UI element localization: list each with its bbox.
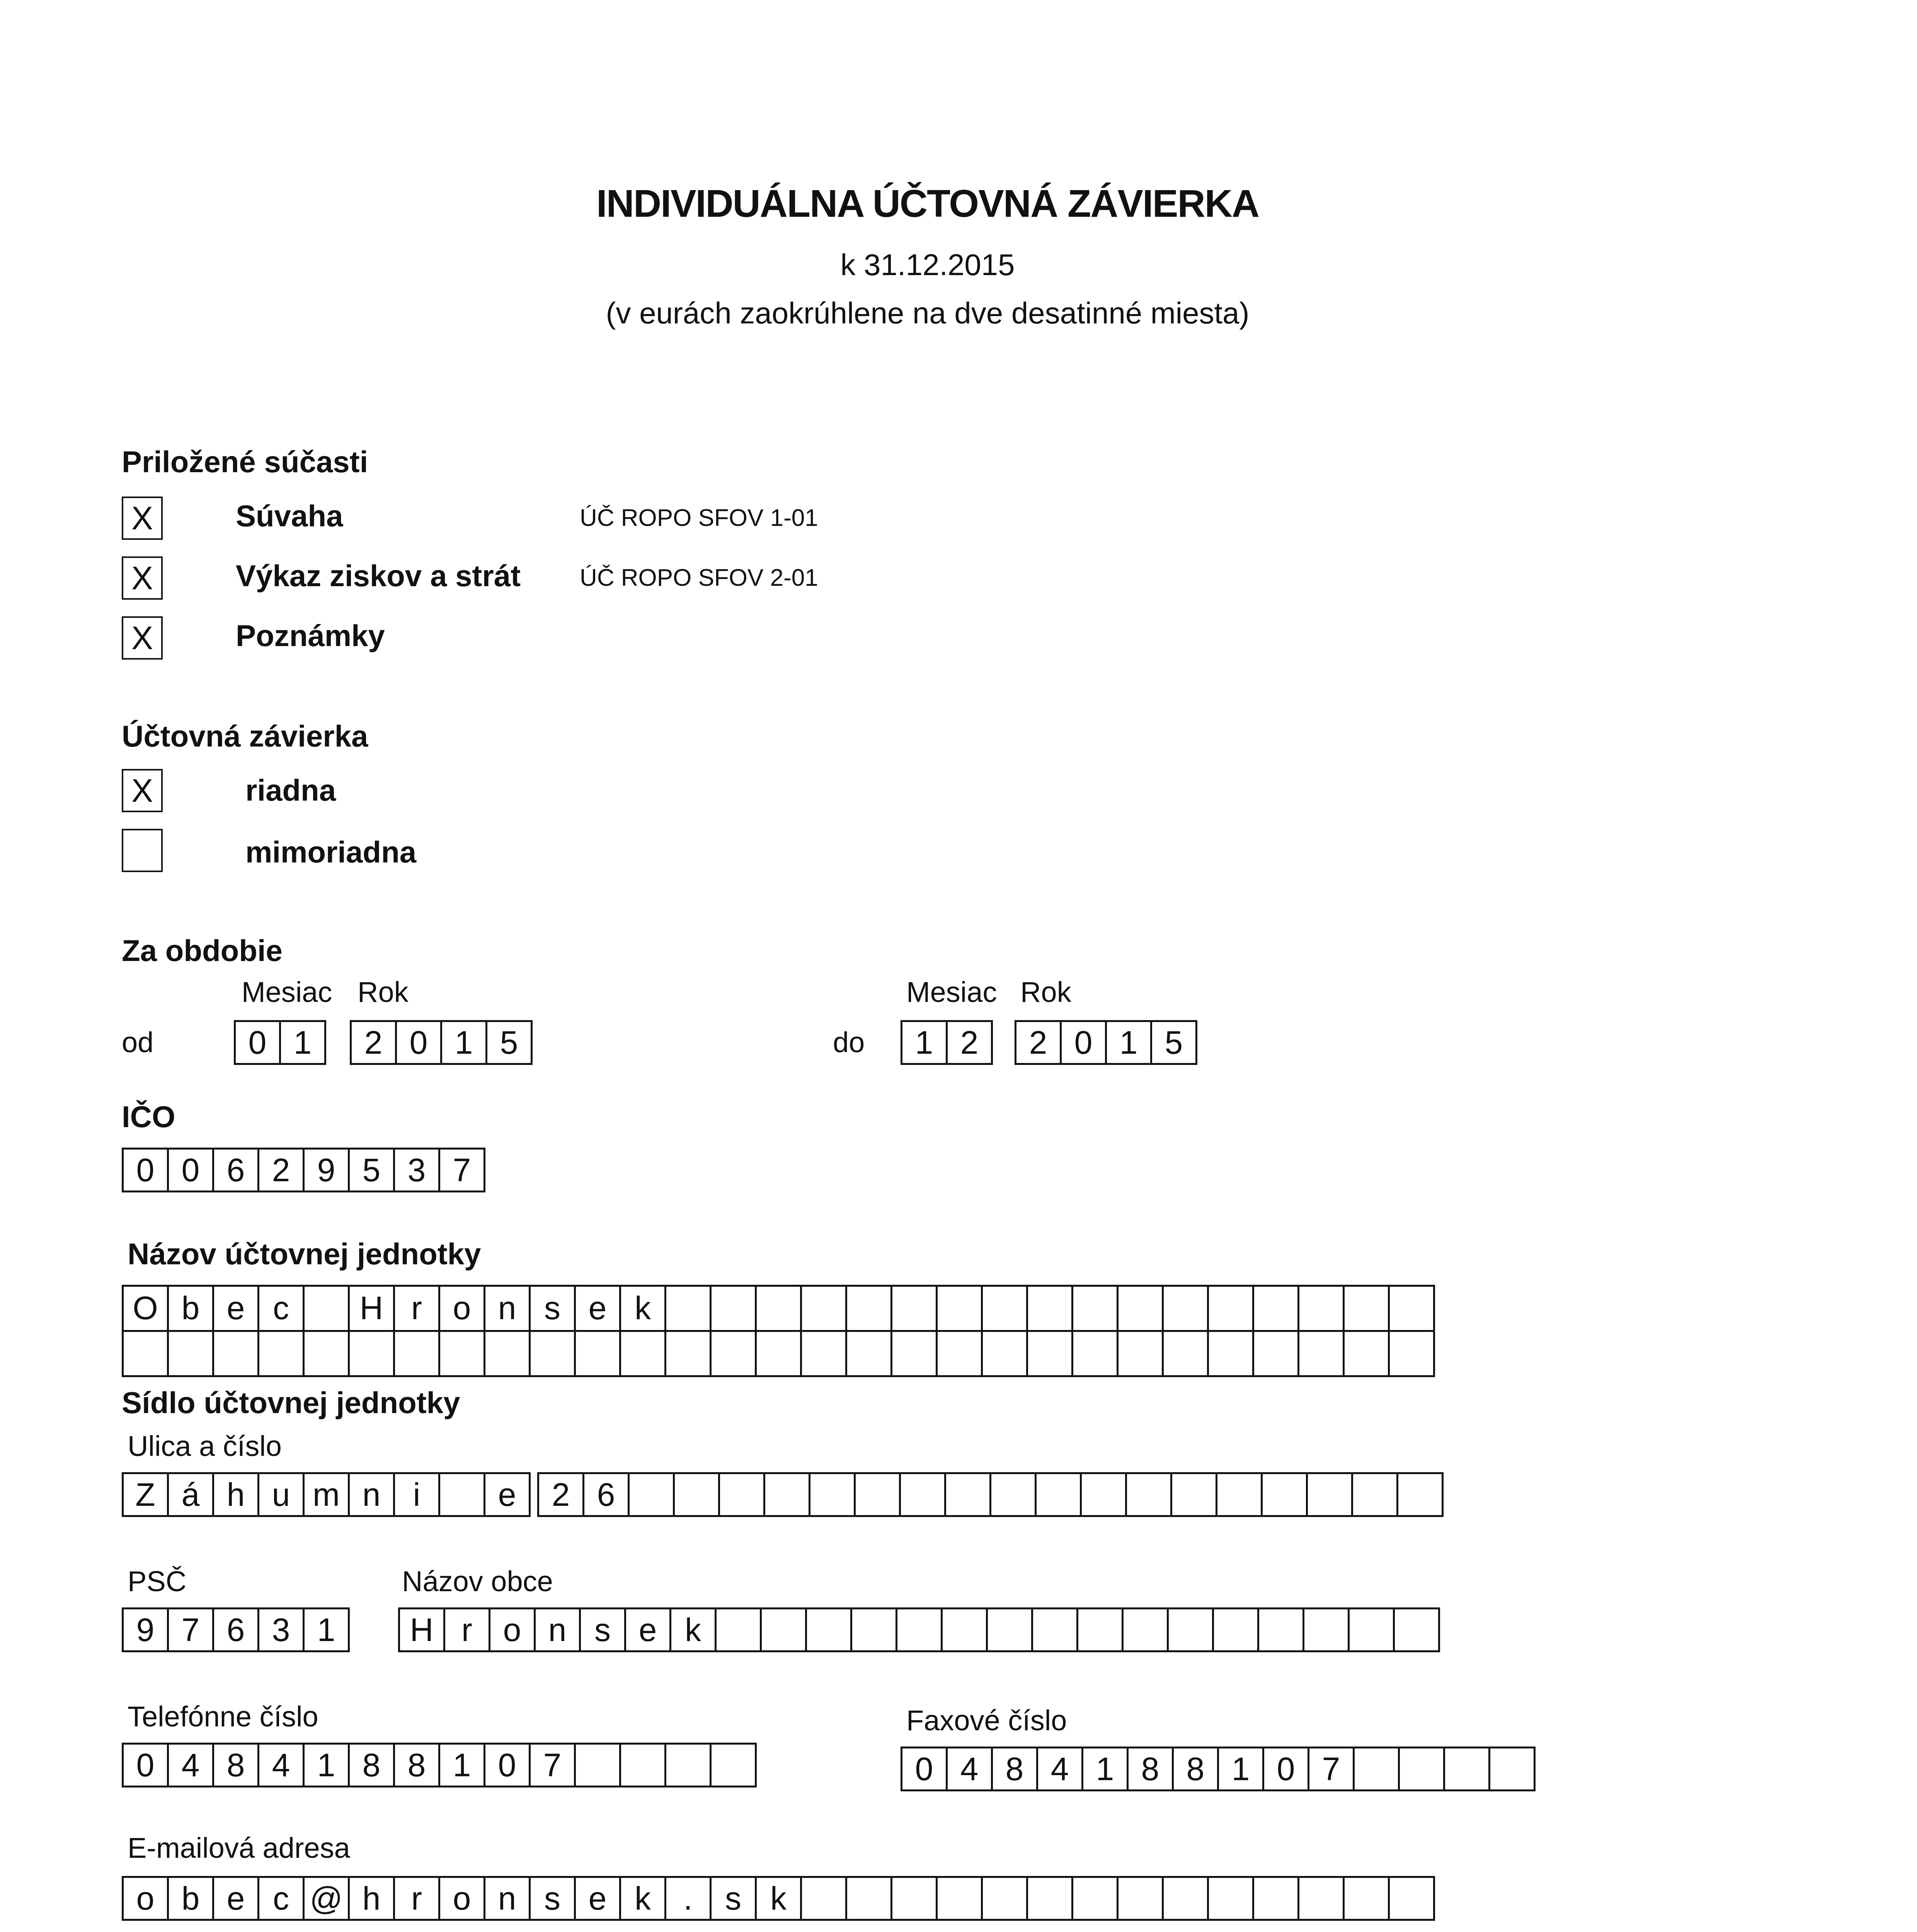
- period-heading: Za obdobie: [122, 934, 283, 968]
- char-box: [1033, 1607, 1078, 1652]
- char-box: [214, 1332, 259, 1377]
- char-box: [1390, 1332, 1435, 1377]
- period-to-month[interactable]: [901, 1020, 993, 1065]
- char-box: [901, 1472, 946, 1517]
- char-box: [1127, 1472, 1172, 1517]
- digit-box: 0: [124, 1148, 169, 1192]
- char-box: [350, 1332, 395, 1377]
- char-box: [983, 1332, 1028, 1377]
- char-box: i: [395, 1472, 440, 1517]
- char-box: [1082, 1472, 1127, 1517]
- digit-box: 5: [487, 1020, 533, 1065]
- digit-box: 1: [442, 1020, 487, 1065]
- char-box: [720, 1472, 765, 1517]
- char-box: [946, 1472, 991, 1517]
- attachments-heading: Priložené súčasti: [122, 445, 368, 479]
- char-box: r: [445, 1607, 490, 1652]
- char-box: s: [712, 1876, 757, 1921]
- digit-box: [621, 1743, 666, 1787]
- period-to-year-label: Rok: [1020, 976, 1071, 1008]
- char-box: s: [531, 1287, 576, 1332]
- char-box: [802, 1876, 847, 1921]
- char-box: [1345, 1876, 1390, 1921]
- fax-label: Faxové číslo: [906, 1704, 1067, 1736]
- char-box: [621, 1332, 666, 1377]
- char-box: Z: [124, 1472, 169, 1517]
- char-box: e: [626, 1607, 671, 1652]
- char-box: [1028, 1287, 1073, 1332]
- char-box: [847, 1287, 892, 1332]
- char-box: c: [259, 1876, 305, 1921]
- digit-box: 0: [397, 1020, 442, 1065]
- digit-box: 0: [169, 1148, 214, 1192]
- period-to-month-label: Mesiac: [906, 976, 997, 1008]
- digit-box: 0: [1264, 1747, 1309, 1791]
- period-from-year[interactable]: [350, 1020, 533, 1065]
- char-box: e: [576, 1287, 621, 1332]
- digit-box: 0: [902, 1747, 948, 1791]
- psc-label: PSČ: [128, 1565, 187, 1597]
- char-box: [1254, 1287, 1299, 1332]
- char-box: e: [214, 1287, 259, 1332]
- char-box: [1209, 1876, 1254, 1921]
- phone-label: Telefónne číslo: [128, 1701, 318, 1733]
- char-box: [1119, 1332, 1164, 1377]
- char-box: [1073, 1287, 1119, 1332]
- digit-box: 7: [169, 1607, 214, 1652]
- char-box: [1304, 1607, 1350, 1652]
- char-box: m: [305, 1472, 350, 1517]
- char-box: [765, 1472, 810, 1517]
- period-to-label: do: [833, 1026, 865, 1058]
- period-from-year-label: Rok: [358, 976, 409, 1008]
- char-box: [1164, 1287, 1209, 1332]
- digit-box: 4: [948, 1747, 993, 1791]
- digit-box: 6: [214, 1607, 259, 1652]
- char-box: [847, 1876, 892, 1921]
- char-box: [1308, 1472, 1353, 1517]
- street-label: Ulica a číslo: [128, 1430, 282, 1462]
- char-box: [1028, 1876, 1073, 1921]
- digit-box: 5: [350, 1148, 395, 1192]
- email-field[interactable]: [122, 1876, 1435, 1921]
- char-box: [717, 1607, 762, 1652]
- digit-box: 0: [236, 1020, 281, 1065]
- attachment-label-vykaz: Výkaz ziskov a strát: [236, 559, 521, 593]
- char-box: [991, 1472, 1037, 1517]
- ico-field[interactable]: [122, 1148, 485, 1192]
- digit-box: 1: [305, 1743, 350, 1787]
- char-box: n: [350, 1472, 395, 1517]
- char-box: [630, 1472, 675, 1517]
- document-title: INDIVIDUÁLNA ÚČTOVNÁ ZÁVIERKA: [596, 182, 1259, 225]
- char-box: e: [485, 1472, 531, 1517]
- statement-type-label-mimoriadna: mimoriadna: [245, 835, 417, 869]
- digit-box: 0: [1062, 1020, 1107, 1065]
- char-box: [1390, 1287, 1435, 1332]
- fax-field[interactable]: [901, 1747, 1536, 1791]
- char-box: [440, 1472, 485, 1517]
- digit-box: 9: [305, 1148, 350, 1192]
- period-to-year[interactable]: [1015, 1020, 1197, 1065]
- char-box: [983, 1876, 1028, 1921]
- char-box: k: [621, 1287, 666, 1332]
- char-box: h: [214, 1472, 259, 1517]
- char-box: [1214, 1607, 1259, 1652]
- attachment-code-vykaz: ÚČ ROPO SFOV 2-01: [580, 565, 818, 591]
- email-label: E-mailová adresa: [128, 1832, 350, 1864]
- char-box: H: [400, 1607, 445, 1652]
- period-from-label: od: [122, 1026, 154, 1058]
- digit-box: [1490, 1747, 1536, 1791]
- char-box: O: [124, 1287, 169, 1332]
- digit-box: 4: [169, 1743, 214, 1787]
- char-box: r: [395, 1287, 440, 1332]
- char-box: á: [169, 1472, 214, 1517]
- digit-box: 2: [1016, 1020, 1062, 1065]
- currency-note: (v eurách zaokrúhlene na dve desatinné miesta): [606, 296, 1250, 330]
- char-box: k: [757, 1876, 802, 1921]
- char-box: [762, 1607, 807, 1652]
- char-box: [1398, 1472, 1444, 1517]
- digit-box: 8: [214, 1743, 259, 1787]
- statement-type-checkbox-riadna[interactable]: X: [122, 769, 163, 812]
- char-box: [259, 1332, 305, 1377]
- digit-box: [576, 1743, 621, 1787]
- statement-type-checkbox-mimoriadna[interactable]: [122, 829, 163, 872]
- digit-box: 2: [259, 1148, 305, 1192]
- city-field[interactable]: [398, 1607, 1440, 1652]
- char-box: [988, 1607, 1033, 1652]
- char-box: [847, 1332, 892, 1377]
- char-box: [1259, 1607, 1304, 1652]
- char-box: [1254, 1876, 1299, 1921]
- char-box: s: [581, 1607, 626, 1652]
- char-box: [892, 1332, 938, 1377]
- char-box: b: [169, 1876, 214, 1921]
- char-box: e: [214, 1876, 259, 1921]
- digit-box: 8: [350, 1743, 395, 1787]
- char-box: 6: [584, 1472, 630, 1517]
- attachment-checkbox-poznamky[interactable]: X: [122, 616, 163, 660]
- char-box: c: [259, 1287, 305, 1332]
- digit-box: 1: [1219, 1747, 1264, 1791]
- char-box: n: [485, 1876, 531, 1921]
- char-box: H: [350, 1287, 395, 1332]
- psc-field[interactable]: [122, 1607, 350, 1652]
- digit-box: [1445, 1747, 1490, 1791]
- char-box: [305, 1332, 350, 1377]
- char-box: [892, 1287, 938, 1332]
- char-box: o: [490, 1607, 536, 1652]
- statement-type-label-riadna: riadna: [245, 773, 336, 807]
- street-field-name[interactable]: [122, 1472, 531, 1517]
- digit-box: 0: [124, 1743, 169, 1787]
- char-box: u: [259, 1472, 305, 1517]
- char-box: [576, 1332, 621, 1377]
- char-box: [1119, 1287, 1164, 1332]
- char-box: [802, 1332, 847, 1377]
- digit-box: 7: [440, 1148, 485, 1192]
- digit-box: 5: [1152, 1020, 1197, 1065]
- char-box: [1169, 1607, 1214, 1652]
- char-box: r: [395, 1876, 440, 1921]
- entity-name-field[interactable]: [122, 1285, 1435, 1377]
- char-box: [1353, 1472, 1398, 1517]
- period-from-month-label: Mesiac: [242, 976, 332, 1008]
- char-box: b: [169, 1287, 214, 1332]
- char-box: k: [621, 1876, 666, 1921]
- char-box: o: [124, 1876, 169, 1921]
- char-box: [1073, 1876, 1119, 1921]
- digit-box: [1355, 1747, 1400, 1791]
- digit-box: 9: [124, 1607, 169, 1652]
- char-box: [943, 1607, 988, 1652]
- digit-box: 1: [305, 1607, 350, 1652]
- char-box: [810, 1472, 856, 1517]
- char-box: [666, 1287, 712, 1332]
- entity-name-label: Názov účtovnej jednotky: [128, 1237, 481, 1271]
- char-box: [675, 1472, 720, 1517]
- char-box: [1299, 1876, 1345, 1921]
- char-box: s: [531, 1876, 576, 1921]
- digit-box: 8: [993, 1747, 1038, 1791]
- digit-box: [1400, 1747, 1445, 1791]
- attachment-code-suvaha: ÚČ ROPO SFOV 1-01: [580, 505, 818, 531]
- char-box: [1037, 1472, 1082, 1517]
- char-box: [802, 1287, 847, 1332]
- char-box: .: [666, 1876, 712, 1921]
- digit-box: 3: [259, 1607, 305, 1652]
- char-box: [1350, 1607, 1395, 1652]
- char-box: [757, 1332, 802, 1377]
- char-box: [712, 1332, 757, 1377]
- phone-field[interactable]: [122, 1743, 757, 1787]
- char-box: [1164, 1332, 1209, 1377]
- char-box: [1395, 1607, 1440, 1652]
- char-box: [712, 1287, 757, 1332]
- digit-box: 8: [1129, 1747, 1174, 1791]
- char-box: [1299, 1332, 1345, 1377]
- digit-box: 6: [214, 1148, 259, 1192]
- char-box: [124, 1332, 169, 1377]
- char-box: [1164, 1876, 1209, 1921]
- char-box: [1345, 1287, 1390, 1332]
- digit-box: 2: [948, 1020, 993, 1065]
- report-date: k 31.12.2015: [840, 248, 1015, 282]
- char-box: [305, 1287, 350, 1332]
- digit-box: [712, 1743, 757, 1787]
- digit-box: 1: [440, 1743, 485, 1787]
- char-box: [395, 1332, 440, 1377]
- char-box: [1209, 1287, 1254, 1332]
- digit-box: 2: [352, 1020, 397, 1065]
- char-box: [1073, 1332, 1119, 1377]
- char-box: [1254, 1332, 1299, 1377]
- char-box: @: [305, 1876, 350, 1921]
- city-label: Názov obce: [402, 1565, 553, 1597]
- char-box: [852, 1607, 897, 1652]
- digit-box: 7: [1309, 1747, 1355, 1791]
- char-box: [1028, 1332, 1073, 1377]
- attachment-label-poznamky: Poznámky: [236, 619, 385, 653]
- char-box: [1390, 1876, 1435, 1921]
- digit-box: 1: [1107, 1020, 1152, 1065]
- char-box: [938, 1332, 983, 1377]
- char-box: h: [350, 1876, 395, 1921]
- char-box: [1119, 1876, 1164, 1921]
- digit-box: 1: [1083, 1747, 1129, 1791]
- char-box: [485, 1332, 531, 1377]
- attachment-label-suvaha: Súvaha: [236, 499, 343, 533]
- char-box: [897, 1607, 943, 1652]
- digit-box: 3: [395, 1148, 440, 1192]
- statement-type-heading: Účtovná závierka: [122, 719, 368, 753]
- address-heading: Sídlo účtovnej jednotky: [122, 1386, 460, 1420]
- digit-box: 4: [259, 1743, 305, 1787]
- digit-box: 0: [485, 1743, 531, 1787]
- street-field-number[interactable]: [537, 1472, 1444, 1517]
- digit-box: 7: [531, 1743, 576, 1787]
- char-box: [1299, 1287, 1345, 1332]
- char-box: [1345, 1332, 1390, 1377]
- period-from-month[interactable]: [234, 1020, 326, 1065]
- char-box: [666, 1332, 712, 1377]
- char-box: [1217, 1472, 1263, 1517]
- digit-box: 1: [281, 1020, 326, 1065]
- char-box: [938, 1287, 983, 1332]
- char-box: o: [440, 1287, 485, 1332]
- char-box: [1209, 1332, 1254, 1377]
- char-box: [1263, 1472, 1308, 1517]
- char-box: 2: [539, 1472, 584, 1517]
- char-box: [807, 1607, 852, 1652]
- ico-label: IČO: [122, 1100, 175, 1134]
- char-box: e: [576, 1876, 621, 1921]
- digit-box: 8: [395, 1743, 440, 1787]
- char-box: k: [671, 1607, 717, 1652]
- char-box: [1172, 1472, 1217, 1517]
- char-box: [856, 1472, 901, 1517]
- attachment-checkbox-vykaz[interactable]: X: [122, 556, 163, 600]
- digit-box: 1: [902, 1020, 948, 1065]
- char-box: [169, 1332, 214, 1377]
- digit-box: 8: [1174, 1747, 1219, 1791]
- char-box: o: [440, 1876, 485, 1921]
- char-box: n: [536, 1607, 581, 1652]
- char-box: [531, 1332, 576, 1377]
- char-box: [440, 1332, 485, 1377]
- char-box: n: [485, 1287, 531, 1332]
- char-box: [892, 1876, 938, 1921]
- char-box: [1124, 1607, 1169, 1652]
- char-box: [938, 1876, 983, 1921]
- char-box: [1078, 1607, 1124, 1652]
- char-box: [983, 1287, 1028, 1332]
- char-box: [757, 1287, 802, 1332]
- digit-box: [666, 1743, 712, 1787]
- digit-box: 4: [1038, 1747, 1083, 1791]
- attachment-checkbox-suvaha[interactable]: X: [122, 497, 163, 540]
